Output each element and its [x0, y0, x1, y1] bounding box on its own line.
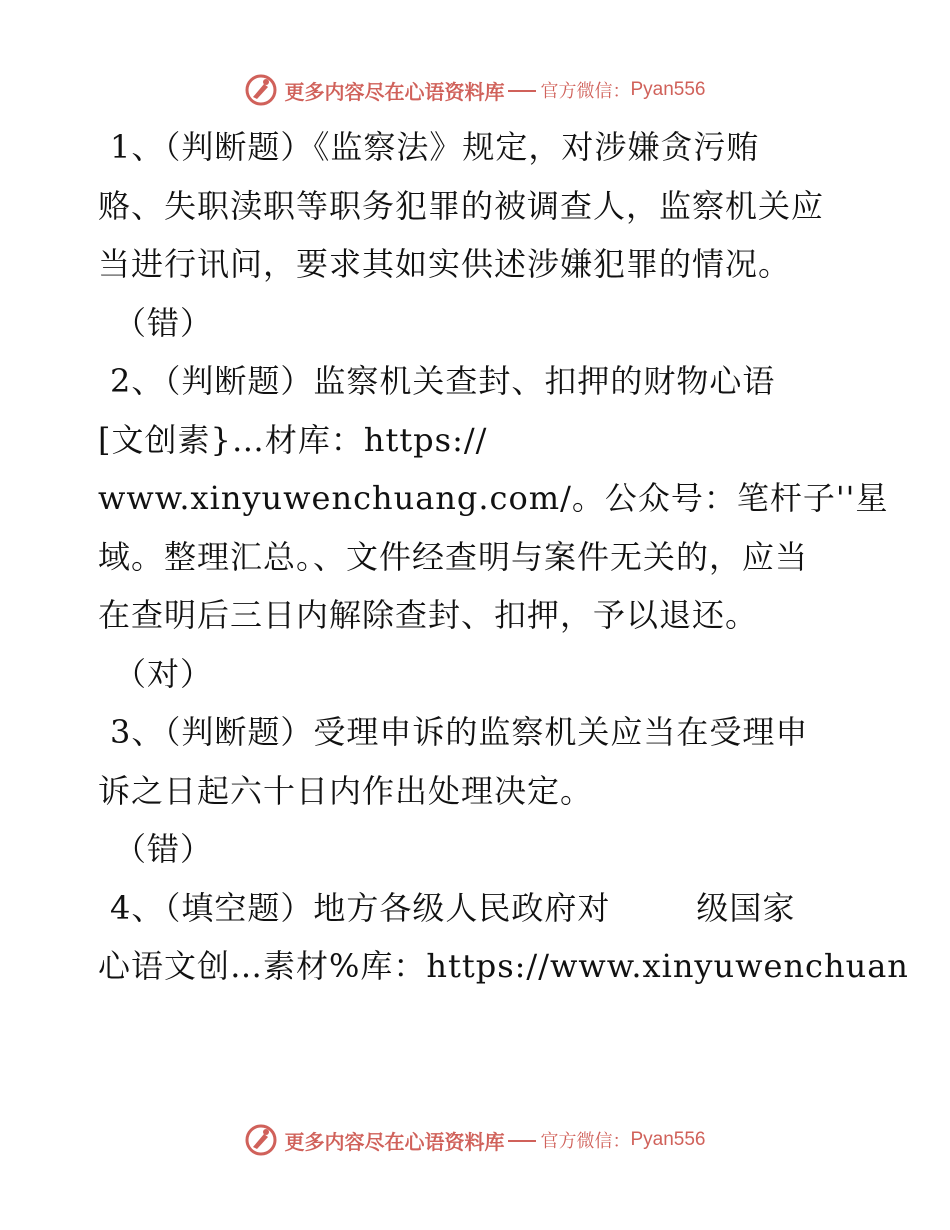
header-official-label: 官方微信： [540, 81, 631, 102]
footer-watermark [0, 1120, 950, 1160]
header-watermark [0, 70, 950, 110]
footer-handle: Pyan556 [630, 1129, 706, 1150]
question-line: [文创素}…材库：https:// [98, 420, 488, 459]
question-line: 2、（判断题）监察机关查封、扣押的财物心语 [110, 362, 776, 400]
question-line [98, 879, 858, 938]
question-answer: （错） [114, 830, 214, 868]
question-line: 赂、失职渎职等职务犯罪的被调查人，监察机关应 [98, 186, 825, 225]
question-line: 心语文创…素材%库：https://www.xinyuwenchuan [98, 947, 909, 985]
brand-logo-icon [244, 1123, 278, 1157]
question-2 [98, 352, 889, 703]
header-divider [508, 90, 536, 92]
footer-divider [508, 1140, 536, 1142]
question-line: www.xinyuwenchuang.com/。公众号：笔杆子''星 [98, 479, 889, 517]
question-answer: （错） [114, 303, 214, 342]
brand-logo-icon [244, 73, 278, 107]
header-brand-text: 更多内容尽在心语资料库 [284, 79, 505, 104]
question-line: 3、（判断题）受理申诉的监察机关应当在受理申 [110, 713, 809, 751]
footer-brand-text: 更多内容尽在心语资料库 [284, 1129, 505, 1154]
question-3 [98, 703, 858, 879]
question-line: 诉之日起六十日内作出处理决定。 [98, 771, 594, 810]
header-handle: Pyan556 [630, 79, 706, 100]
footer-official-label: 官方微信： [540, 1131, 631, 1152]
question-4 [98, 879, 909, 996]
question-line: 在查明后三日内解除查封、扣押，予以退还。 [98, 596, 759, 634]
question-text-after-blank: 级国家 [696, 888, 796, 927]
question-answer: （对） [114, 654, 214, 693]
question-line: 1、（判断题）《监察法》规定，对涉嫌贪污贿 [110, 128, 760, 166]
document-body [98, 118, 909, 996]
question-line: 当进行讯问，要求其如实供述涉嫌犯罪的情况。 [98, 245, 792, 283]
question-1 [98, 118, 858, 352]
question-line: 域。整理汇总。、文件经查明与案件无关的，应当 [98, 537, 809, 576]
question-text-before-blank: 4、（填空题）地方各级人民政府对 [110, 888, 611, 927]
